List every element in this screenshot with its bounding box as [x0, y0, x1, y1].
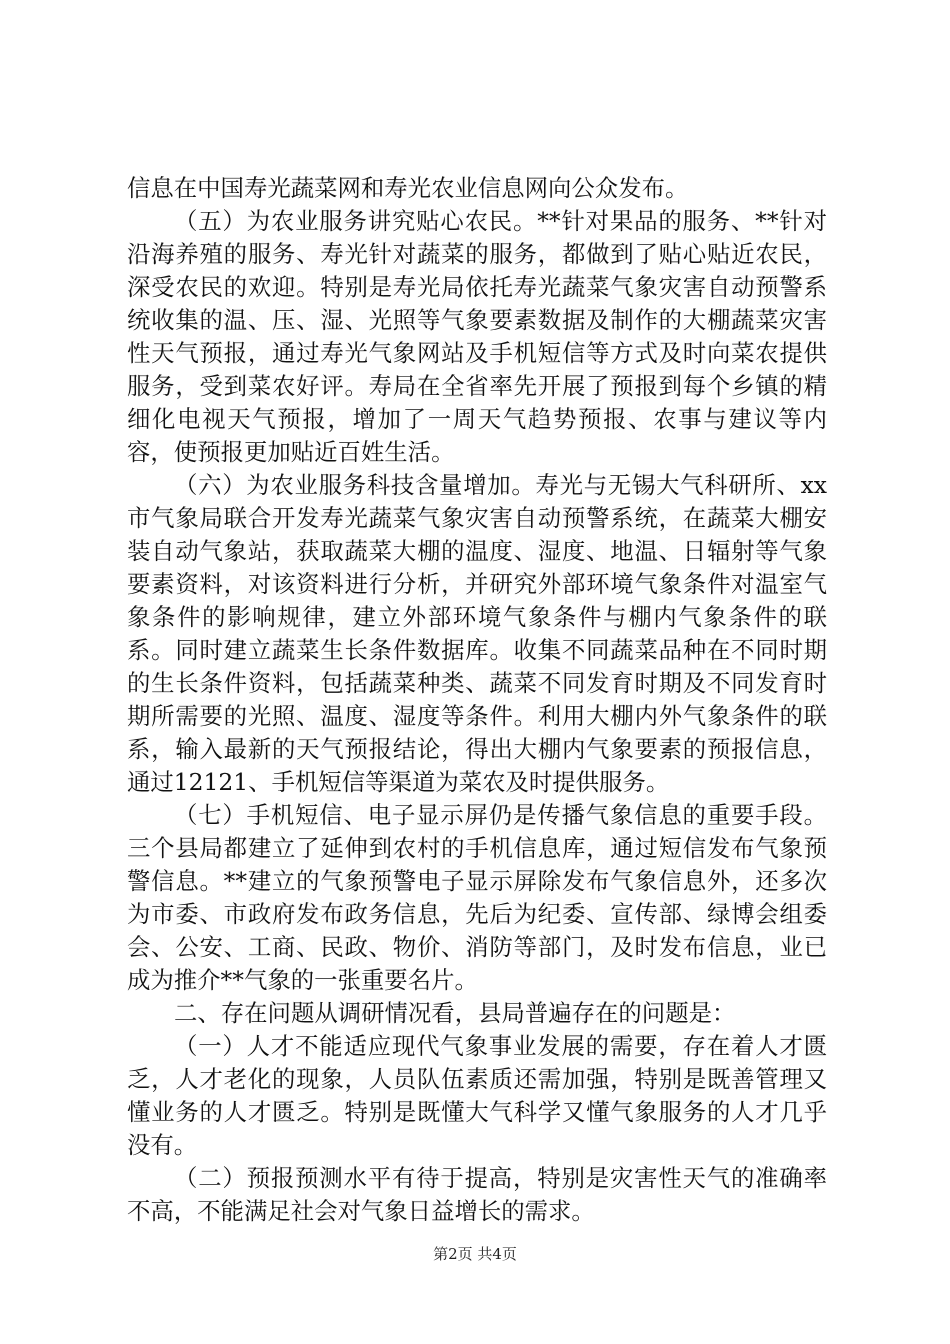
paragraph-section-seven: （七）手机短信、电子显示屏仍是传播气象信息的重要手段。三个县局都建立了延伸到农村的手机信息库，通过短信发布气象预警信息。**建立的气象预警电子显示屏除发布气象信息外，还多次为市委、市政府发布政务信息，先后为纪委、宣传部、绿博会组委会、公安、工商、民政、物价、消防等部门，及时发布信息，业已成为推介**气象的一张重要名片。 — [127, 801, 827, 994]
paragraph-problem-two: （二）预报预测水平有待于提高，特别是灾害性天气的准确率不高，不能满足社会对气象日益增长的需求。 — [127, 1164, 827, 1225]
document-body — [127, 172, 827, 1228]
paragraph-section-five: （五）为农业服务讲究贴心农民。**针对果品的服务、**针对沿海养殖的服务、寿光针对蔬菜的服务，都做到了贴心贴近农民，深受农民的欢迎。特别是寿光局依托寿光蔬菜气象灾害自动预警系统收集的温、压、湿、光照等气象要素数据及制作的大棚蔬菜灾害性天气预报，通过寿光气象网站及手机短信等方式及时向菜农提供服务，受到菜农好评。寿局在全省率先开展了预报到每个乡镇的精细化电视天气预报，增加了一周天气趋势预报、农事与建议等内容，使预报更加贴近百姓生活。 — [127, 207, 827, 466]
paragraph-continuation: 信息在中国寿光蔬菜网和寿光农业信息网向公众发布。 — [127, 174, 689, 202]
paragraph-section-six: （六）为农业服务科技含量增加。寿光与无锡大气科研所、xx市气象局联合开发寿光蔬菜气象灾害自动预警系统，在蔬菜大棚安装自动气象站，获取蔬菜大棚的温度、湿度、地温、日辐射等气象要素资料，对该资料进行分析，并研究外部环境气象条件对温室气象条件的影响规律，建立外部环境气象条件与棚内气象条件的联系。同时建立蔬菜生长条件数据库。收集不同蔬菜品种在不同时期的生长条件资料，包括蔬菜种类、蔬菜不同发育时期及不同发育时期所需要的光照、温度、湿度等条件。利用大棚内外气象条件的联系，输入最新的天气预报结论，得出大棚内气象要素的预报信息，通过12121、手机短信等渠道为菜农及时提供服务。 — [127, 471, 827, 796]
page-number-footer: 第2页 共4页 — [433, 1245, 517, 1263]
paragraph-problem-one: （一）人才不能适应现代气象事业发展的需要，存在着人才匮乏，人才老化的现象，人员队伍素质还需加强，特别是既善管理又懂业务的人才匮乏。特别是既懂大气科学又懂气象服务的人才几乎没有。 — [127, 1032, 827, 1159]
paragraph-problems-heading: 二、存在问题从调研情况看，县局普遍存在的问题是： — [174, 999, 736, 1027]
